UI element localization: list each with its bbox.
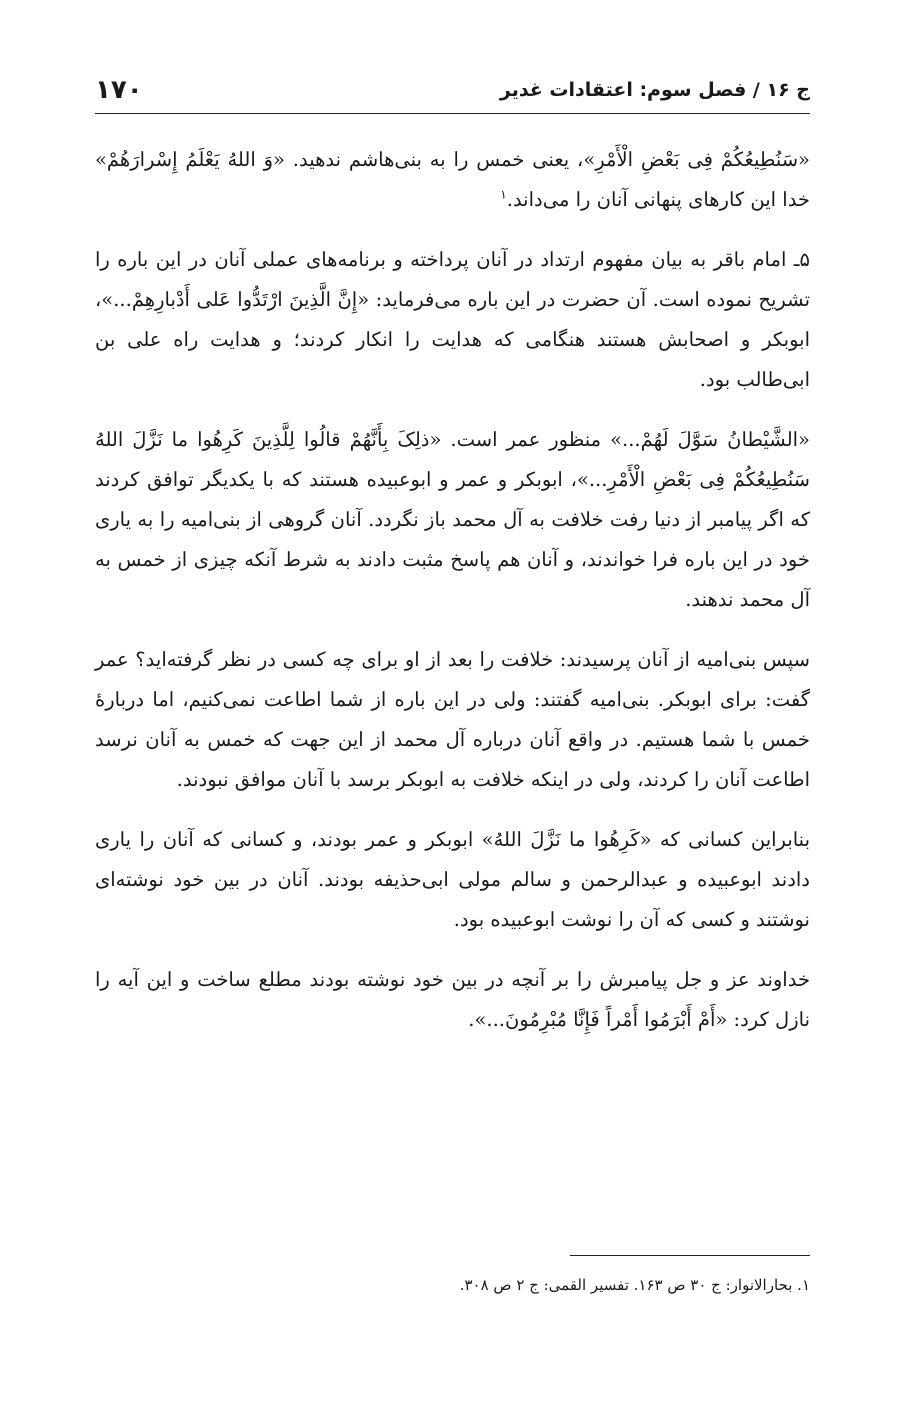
running-head: ج ۱۶ / فصل سوم: اعتقادات غدیر bbox=[499, 79, 810, 101]
paragraph-4: سپس بنی‌امیه از آنان پرسیدند: خلافت را بعد از او برای چه کسی در نظر گرفته‌اید؟ عمر گفت: برای ابوبکر. بنی‌امیه گفتند: ولی در این باره از شما اطاعت نمی‌کنیم، اما دربارۀ خمس با شما هستیم. در واقع آنان درباره آل محمد از این جهت که خمس به آنان نرسد اطاعت آنان را کردند، ولی در اینکه خلافت به ابوبکر برسد با آنان موافق نبودند. bbox=[95, 648, 810, 791]
paragraph-6: خداوند عز و جل پیامبرش را بر آنچه در بین خود نوشته بودند مطلع ساخت و این آیه را نازل کرد: «أَمْ أَبْرَمُوا أَمْراً فَإِنَّا مُبْرِمُونَ...». bbox=[95, 968, 810, 1031]
footnote-reference[interactable]: ۱ bbox=[500, 187, 507, 202]
header-divider bbox=[95, 113, 810, 114]
body-text bbox=[95, 140, 810, 1060]
paragraph-3: «الشَّیْطانُ سَوَّلَ لَهُمْ...» منظور عمر است. «ذلِکَ بِأَنَّهُمْ قالُوا لِلَّذِینَ کَرِهُوا ما نَزَّلَ اللهُ سَنُطِیعُکُمْ فِی بَعْضِ الْأَمْرِ...»، ابوبکر و عمر و ابوعبیده هستند که با یکدیگر توافق کردند که اگر پیامبر از دنیا رفت خلافت به آل محمد باز نگردد. آنان گروهی از بنی‌امیه را به یاری خود در این باره فرا خواندند، و آنان هم پاسخ مثبت دادند به شرط آنکه چیزی از خمس به آل محمد ندهند. bbox=[95, 428, 810, 611]
paragraph-5: بنابراین کسانی که «کَرِهُوا ما نَزَّلَ اللهُ» ابوبکر و عمر بودند، و کسانی که آنان را یاری دادند ابوعبیده و عبدالرحمن و سالم مولی ابی‌حذیفه بودند. آنان در بین خود نوشته‌ای نوشتند و کسی که آن را نوشت ابوعبیده بود. bbox=[95, 828, 810, 931]
page-number: ۱۷۰ bbox=[95, 75, 143, 105]
footnote-divider bbox=[570, 1255, 810, 1256]
paragraph-2: ۵ـ امام باقر به بیان مفهوم ارتداد در آنان پرداخته و برنامه‌های عملی آنان در این باره را تشریح نموده است. آن حضرت در این باره می‌فرماید: «إِنَّ الَّذِینَ ارْتَدُّوا عَلی أَدْبارِهِمْ...»، ابوبکر و اصحابش هستند هنگامی که هدایت را انکار کردند؛ و هدایت راه علی بن ابی‌طالب بود. bbox=[95, 248, 810, 391]
footnote: ۱. بحارالانوار: ج ۳۰ ص ۱۶۳. تفسیر القمی: ج ۲ ص ۳۰۸. bbox=[459, 1276, 810, 1294]
paragraph-1: «سَنُطِیعُکُمْ فِی بَعْضِ الْأَمْرِ»، یعنی خمس را به بنی‌هاشم ندهید. «وَ اللهُ یَعْلَمُ إِسْرارَهُمْ» خدا این کارهای پنهانی آنان را می‌داند.$^۱$ bbox=[95, 148, 810, 211]
page-header bbox=[95, 70, 810, 110]
